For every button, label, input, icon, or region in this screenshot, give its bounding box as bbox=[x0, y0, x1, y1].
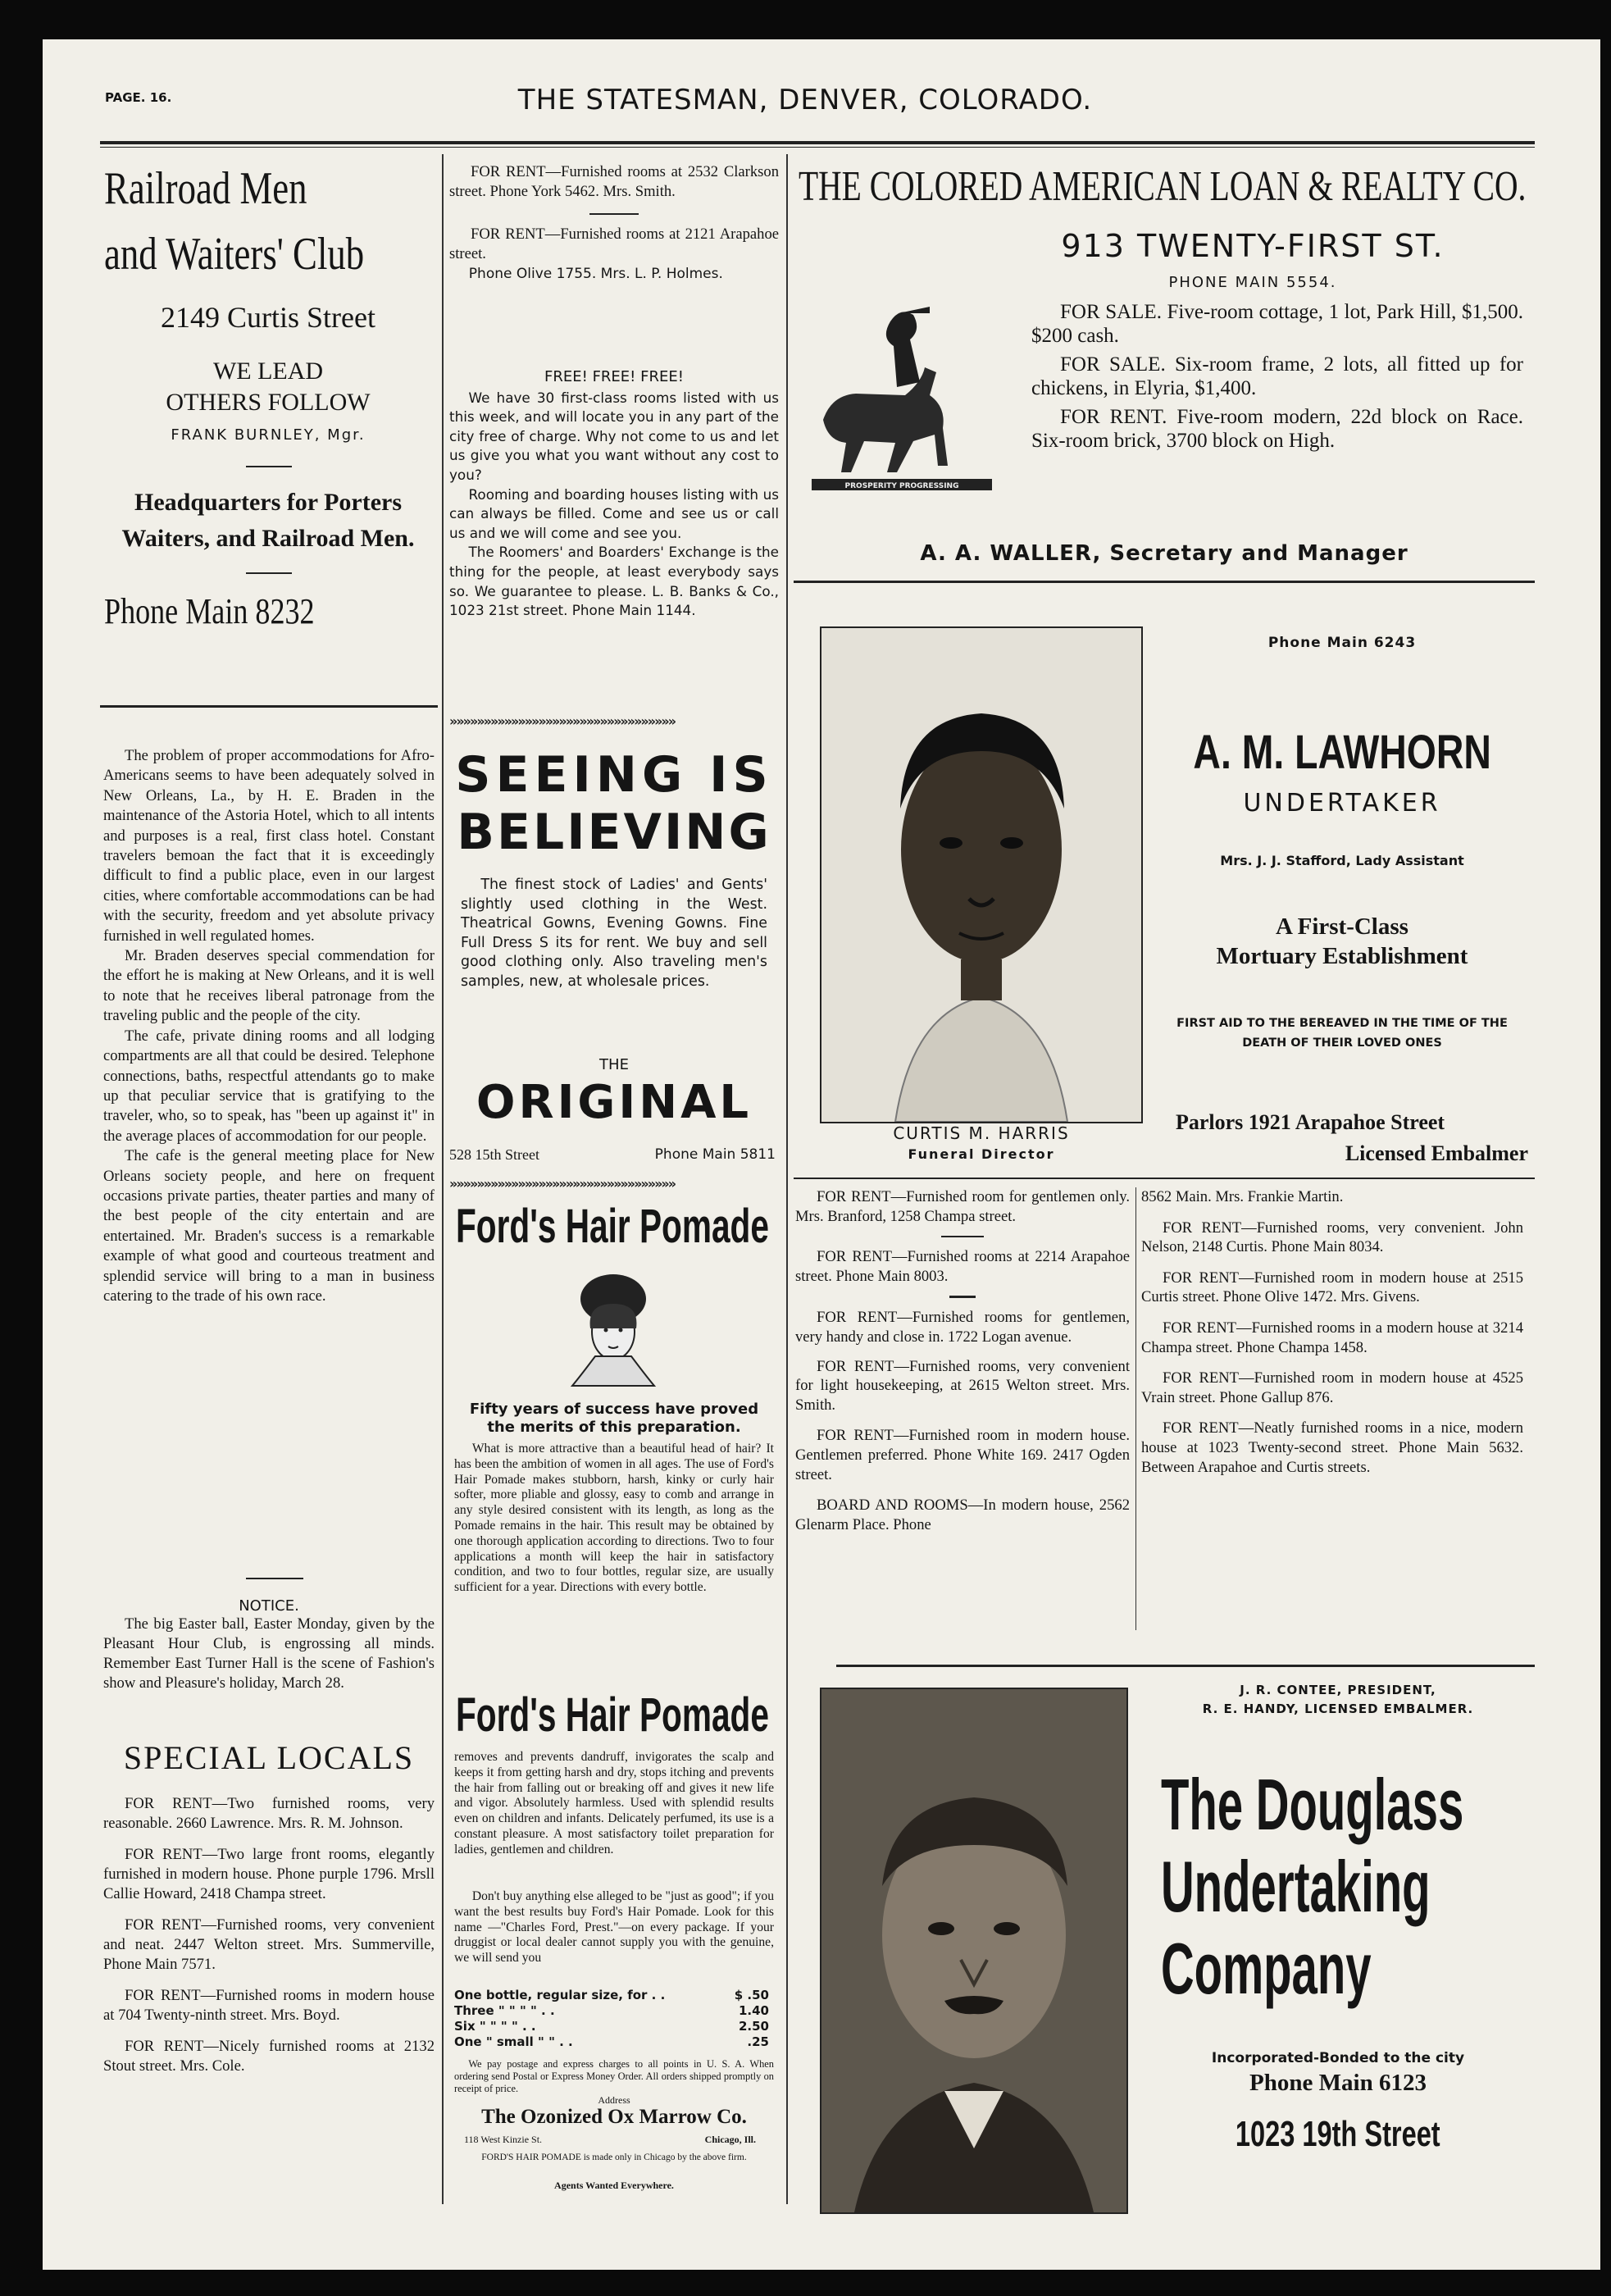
pomade-title: Ford's Hair Pomade bbox=[456, 1200, 769, 1253]
special-locals bbox=[103, 1794, 435, 2212]
rental-listing: FOR RENT—Furnished rooms, very convenient. John Nelson, 2148 Curtis. Phone Main 8034. bbox=[1141, 1219, 1523, 1256]
douglass-address-wrap bbox=[1141, 2114, 1535, 2155]
column-rule-2 bbox=[786, 154, 788, 2204]
lawhorn-firstclass-1: A First-Class bbox=[1276, 913, 1408, 940]
rental-listing: FOR RENT—Furnished rooms for gentlemen, very handy and close in. 1722 Logan avenue. bbox=[795, 1309, 1130, 1346]
curtis-harris-portrait bbox=[820, 626, 1143, 1123]
newspaper-page bbox=[43, 39, 1600, 2270]
douglass-name-2: Undertaking bbox=[1161, 1846, 1431, 1927]
rental-listing: FOR RENT—Furnished room in modern house at 4525 Vrain street. Phone Gallup 876. bbox=[1141, 1369, 1523, 1406]
club-divider-2 bbox=[246, 572, 292, 574]
ornament-border: »»»»»»»»»»»»»»»»»»»»»»»»»»»»»»»»» bbox=[449, 713, 676, 729]
rental-listing: 8562 Main. Mrs. Frankie Martin. bbox=[1141, 1188, 1344, 1205]
rental-listing: FOR RENT—Furnished rooms, very convenient for light housekeeping, at 2615 Welton street. Mrs. Smith. bbox=[795, 1357, 1130, 1414]
notice-heading: NOTICE. bbox=[239, 1597, 299, 1615]
club-ad bbox=[100, 162, 436, 695]
pomade-agents: Agents Wanted Everywhere. bbox=[554, 2180, 674, 2191]
club-title-1: Railroad Men bbox=[104, 163, 307, 214]
price-label: Six " " " " . . bbox=[454, 2019, 536, 2034]
pomade-body-1: What is more attractive than a beautiful head of hair? It has been the ambition of women in all ages. The use of Ford's Hair Pomade makes stubborn, harsh, kinky or curly hair softer, more pliable and glossy, easy to comb and arrange in any style desired consistent with its length, as long as the Pomade remains in the hair. This result may be obtained by one thorough application according to directions. Two to four applications a month will keep the hair in satisfactory condition, and two to four bottles, regular size, are usually sufficient for a year. Directions with every bottle. bbox=[454, 1442, 774, 1595]
hotel-article bbox=[103, 746, 435, 1566]
rental-listing: BOARD AND ROOMS—In modern house, 2562 Glenarm Place. Phone bbox=[795, 1496, 1130, 1533]
seeing-the: THE bbox=[599, 1056, 629, 1073]
emblem-caption: PROSPERITY PROGRESSING bbox=[844, 482, 959, 490]
pomade-title-2: Ford's Hair Pomade bbox=[456, 1688, 769, 1742]
harris-caption-1: CURTIS M. HARRIS bbox=[893, 1123, 1070, 1143]
free-body: We have 30 first-class rooms listed with us this week, and will locate you in any part of the city free of charge. Why not come to us and let us give you what you want without any cost to you? bbox=[449, 389, 779, 483]
rental-listing: FOR RENT—Furnished rooms at 2532 Clarkson street. Phone York 5462. Mrs. Smith. bbox=[449, 163, 779, 200]
price-row bbox=[454, 2019, 769, 2034]
horse-rider-emblem-icon bbox=[799, 297, 1003, 518]
seeing-address: 528 15th Street bbox=[449, 1146, 539, 1163]
rental-listing: FOR RENT—Furnished rooms in modern house at 704 Twenty-ninth street. Mrs. Boyd. bbox=[103, 1987, 435, 2024]
pomade-address-label: Address bbox=[598, 2094, 630, 2106]
page-number: PAGE. 16. bbox=[105, 90, 172, 105]
douglass-officers-1: J. R. CONTEE, PRESIDENT, bbox=[1240, 1683, 1436, 1697]
rentals-bottom-rule bbox=[836, 1665, 1535, 1667]
price-label: Three " " " " . . bbox=[454, 2003, 555, 2018]
lawhorn-ad bbox=[1149, 626, 1535, 1176]
rental-listing: FOR RENT—Two large front rooms, elegantly furnished in modern house. Phone purple 1796. Mrsll Callie Howard, 2418 Champa street. bbox=[103, 1846, 435, 1902]
lawhorn-name-wrap bbox=[1149, 725, 1535, 780]
header-rule bbox=[100, 141, 1535, 144]
harris-caption-2: Funeral Director bbox=[908, 1146, 1055, 1162]
pomade-body-3: Don't buy anything else alleged to be "just as good"; if you want the best results buy Ford's Hair Pomade. Look for this name —"Charles Ford, Prest."—on every package. If your druggist or local dealer cannot supply you with the genuine, we will send you bbox=[454, 1889, 774, 1966]
lawhorn-parlors: Parlors 1921 Arapahoe Street bbox=[1176, 1110, 1445, 1134]
loan-rent: FOR RENT. Five-room modern, 22d block on Race. Six-room brick, 3700 block on High. bbox=[1031, 406, 1523, 452]
pomade-made-only: FORD'S HAIR POMADE is made only in Chicago by the above firm. bbox=[481, 2152, 747, 2162]
pomade-ad bbox=[449, 1196, 779, 2221]
article-paragraph: The cafe, private dining rooms and all lodging compartments are all that could be desired. Telephone connections, baths, respectful attendants go to make up that peculiar service that is gratifying to the traveler, who, so to speak, has "been up against it" in the average places of accommodation for our people. bbox=[103, 1027, 435, 1145]
pomade-price-list bbox=[454, 1988, 769, 2050]
douglass-incorporated: Incorporated-Bonded to the city bbox=[1211, 2050, 1465, 2066]
rental-divider bbox=[589, 213, 639, 215]
lawhorn-assistant: Mrs. J. J. Stafford, Lady Assistant bbox=[1220, 853, 1464, 868]
lawhorn-bottom-rule bbox=[794, 1178, 1535, 1179]
pomade-street: 118 West Kinzie St. bbox=[464, 2134, 543, 2145]
seeing-believing-ad bbox=[449, 736, 779, 1171]
pomade-city: Chicago, Ill. bbox=[704, 2134, 756, 2145]
free-rooms-ad bbox=[449, 367, 779, 704]
lawhorn-embalmer: Licensed Embalmer bbox=[1345, 1141, 1528, 1165]
rental-listing: FOR RENT—Neatly furnished rooms in a nice, modern house at 1023 Twenty-second street. Phone Main 5632. Between Arapahoe and Curtis streets. bbox=[1141, 1419, 1523, 1476]
rental-listing: FOR RENT—Furnished rooms in a modern house at 3214 Champa street. Phone Champa 1458. bbox=[1141, 1319, 1523, 1356]
pomade-subhead: Fifty years of success have proved the merits of this preparation. bbox=[469, 1401, 759, 1436]
douglass-name-1: The Douglass bbox=[1161, 1764, 1464, 1845]
pomade-postage: We pay postage and express charges to all points in U. S. A. When ordering send Postal or Express Money Order. All orders shipped promptly on receipt of price. bbox=[454, 2058, 774, 2094]
loan-title: THE COLORED AMERICAN LOAN & REALTY CO. bbox=[799, 163, 1527, 210]
notice-text: The big Easter ball, Easter Monday, given by the Pleasant Hour Club, is engrossing all minds. Remember East Turner Hall is the scene of Fashion's show and Pleasure's holiday, March 28. bbox=[103, 1615, 435, 1692]
notice bbox=[103, 1597, 435, 1729]
pomade-company: The Ozonized Ox Marrow Co. bbox=[481, 2106, 747, 2128]
price-row bbox=[454, 1988, 769, 2003]
loan-listings bbox=[1031, 300, 1523, 453]
seeing-line-2: BELIEVING bbox=[457, 804, 771, 861]
special-locals-heading: SPECIAL LOCALS bbox=[123, 1739, 415, 1776]
rental-listing: FOR RENT—Furnished room in modern house at 2515 Curtis street. Phone Olive 1472. Mrs. Givens. bbox=[1141, 1269, 1523, 1306]
seeing-original: ORIGINAL bbox=[476, 1076, 753, 1129]
article-paragraph: The cafe is the general meeting place for New Orleans society people, and here on frequent occasions private parties, theater parties and many of the best people of the city entertain and are entertained. Mr. Braden's success is a remarkable example of what good and courteous treatment and splendid service will bring to a man in business catering to the trade of his own race. bbox=[103, 1147, 435, 1305]
douglass-name-3: Company bbox=[1161, 1928, 1372, 2009]
rental-listing: FOR RENT—Furnished room in modern house. Gentlemen preferred. Phone White 169. 2417 Ogden street. bbox=[795, 1427, 1130, 1483]
col2-rentals bbox=[449, 162, 779, 359]
loan-sale-2: FOR SALE. Six-room frame, 2 lots, all fitted up for chickens, in Elyria, $1,400. bbox=[1031, 353, 1523, 399]
club-manager: FRANK BURNLEY, Mgr. bbox=[171, 426, 366, 444]
lawhorn-title: UNDERTAKER bbox=[1243, 789, 1441, 818]
lawhorn-phone: Phone Main 6243 bbox=[1267, 635, 1417, 651]
rental-listing: FOR RENT—Furnished rooms at 2214 Arapahoe street. Phone Main 8003. bbox=[795, 1248, 1130, 1285]
price-value: 2.50 bbox=[738, 2019, 769, 2034]
rental-listing: FOR RENT—Nicely furnished rooms at 2132 Stout street. Mrs. Cole. bbox=[103, 2038, 435, 2075]
lawhorn-firstclass-2: Mortuary Establishment bbox=[1216, 943, 1468, 969]
price-value: 1.40 bbox=[738, 2003, 769, 2018]
price-row bbox=[454, 2034, 769, 2050]
club-hq-2: Waiters, and Railroad Men. bbox=[121, 525, 415, 552]
pomade-body-2: removes and prevents dandruff, invigorates the scalp and keeps it from getting harsh and dry, stops itching and prevents the hair from falling out or breaking off and gives it new life and vigor. Absolutely harmless. Used with splendid results even on children and infants. Delicately perfumed, its use is a constant pleasure. A most satisfactory toilet preparation for ladies, gentlemen and children. bbox=[454, 1750, 774, 1856]
price-label: One bottle, regular size, for . . bbox=[454, 1988, 666, 2002]
club-slogan-2: OTHERS FOLLOW bbox=[166, 389, 371, 416]
rental-divider bbox=[941, 1236, 984, 1237]
ornament-border: »»»»»»»»»»»»»»»»»»»»»»»»»»»»»»»»» bbox=[449, 1176, 676, 1191]
loan-secretary: A. A. WALLER, Secretary and Manager bbox=[920, 541, 1408, 566]
woman-portrait-illustration bbox=[449, 1271, 779, 1394]
club-phone: Phone Main 8232 bbox=[104, 591, 315, 631]
rental-listing: Phone Olive 1755. Mrs. L. P. Holmes. bbox=[468, 266, 723, 282]
club-slogan-1: WE LEAD bbox=[212, 358, 324, 385]
column-rule-1 bbox=[442, 154, 444, 2204]
douglass-ad bbox=[1141, 1679, 1535, 2221]
price-value: $ .50 bbox=[734, 1988, 769, 2002]
free-heading: FREE! FREE! FREE! bbox=[544, 368, 684, 385]
rental-divider bbox=[949, 1296, 976, 1298]
rental-listing: FOR RENT—Two furnished rooms, very reasonable. 2660 Lawrence. Mrs. R. M. Johnson. bbox=[103, 1795, 435, 1832]
loan-address: 913 TWENTY-FIRST ST. bbox=[1061, 228, 1445, 264]
club-divider-1 bbox=[246, 466, 292, 467]
price-value: .25 bbox=[747, 2034, 769, 2049]
douglass-address: 1023 19th Street bbox=[1236, 2114, 1440, 2154]
rental-listing: FOR RENT—Furnished room for gentlemen only. Mrs. Branford, 1258 Champa street. bbox=[795, 1188, 1130, 1225]
loan-phone: PHONE MAIN 5554. bbox=[1168, 274, 1337, 291]
free-body-2: Rooming and boarding houses listing with us can always be filled. Come and see us or call us and we will come and see you. bbox=[449, 485, 779, 541]
col3-rentals bbox=[795, 1187, 1130, 1647]
price-row bbox=[454, 2003, 769, 2019]
douglass-phone: Phone Main 6123 bbox=[1249, 2070, 1427, 2096]
man-portrait-illustration bbox=[821, 1689, 1126, 2212]
rental-listing: FOR RENT—Furnished rooms at 2121 Arapahoe street. bbox=[449, 226, 779, 262]
lawhorn-name: A. M. LAWHORN bbox=[1193, 726, 1491, 779]
lawhorn-firstaid: FIRST AID TO THE BEREAVED IN THE TIME OF THE DEATH OF THEIR LOVED ONES bbox=[1176, 1017, 1508, 1050]
loan-sale-1: FOR SALE. Five-room cottage, 1 lot, Park Hill, $1,500. $200 cash. bbox=[1031, 301, 1523, 347]
seeing-phone: Phone Main 5811 bbox=[654, 1146, 776, 1163]
article-paragraph: The problem of proper accommodations for Afro-Americans seems to have been adequately solved in New Orleans, La., by H. E. Braden in the maintenance of the Astoria Hotel, which to all intents and purposes is a real, first class hotel. Constant travelers bemoan the fact that it is exceedingly difficult to find a public place, even in our largest cities, where comfortable accommodations can be had with the security, freedom and yet absolute privacy furnished in well regulated homes. bbox=[103, 747, 435, 945]
article-paragraph: Mr. Braden deserves special commendation for the effort he is making at New Orleans, and it is well to note that he receives liberal patronage from the traveling public and the people of the city. bbox=[103, 947, 435, 1025]
header-rule-thin bbox=[100, 147, 1535, 148]
rental-listing: FOR RENT—Furnished rooms, very convenient and neat. 2447 Welton street. Mrs. Summerville, Phone Main 7571. bbox=[103, 1916, 435, 1973]
seeing-line-1: SEEING IS bbox=[455, 746, 773, 804]
douglass-portrait bbox=[820, 1688, 1128, 2214]
free-body-3: The Roomers' and Boarders' Exchange is the thing for the people, at least everybody says so. We guarantee to please. L. B. Banks & Co., 1023 21st street. Phone Main 1144. bbox=[449, 544, 779, 619]
notice-divider bbox=[246, 1578, 303, 1579]
seeing-body: The finest stock of Ladies' and Gents' slightly used clothing in the West. Theatrical Gowns, Evening Gowns. Fine Full Dress S its for rent. We buy and sell good clothing only. Also traveling men's samples, new, at wholesale prices. bbox=[461, 877, 767, 990]
club-ad-bottom-rule bbox=[100, 705, 438, 708]
masthead: THE STATESMAN, DENVER, COLORADO. bbox=[517, 84, 1093, 116]
club-title-2: and Waiters' Club bbox=[104, 229, 365, 280]
col4-rentals bbox=[1141, 1187, 1523, 1647]
loan-bottom-rule bbox=[794, 581, 1535, 583]
man-portrait-illustration bbox=[821, 628, 1141, 1122]
club-address: 2149 Curtis Street bbox=[161, 301, 375, 334]
club-hq-1: Headquarters for Porters bbox=[134, 489, 402, 516]
loan-realty-ad bbox=[794, 162, 1535, 572]
price-label: One " small " " . . bbox=[454, 2034, 573, 2049]
douglass-officers-2: R. E. HANDY, LICENSED EMBALMER. bbox=[1202, 1702, 1474, 1716]
column-rule-3 bbox=[1135, 1187, 1136, 1630]
